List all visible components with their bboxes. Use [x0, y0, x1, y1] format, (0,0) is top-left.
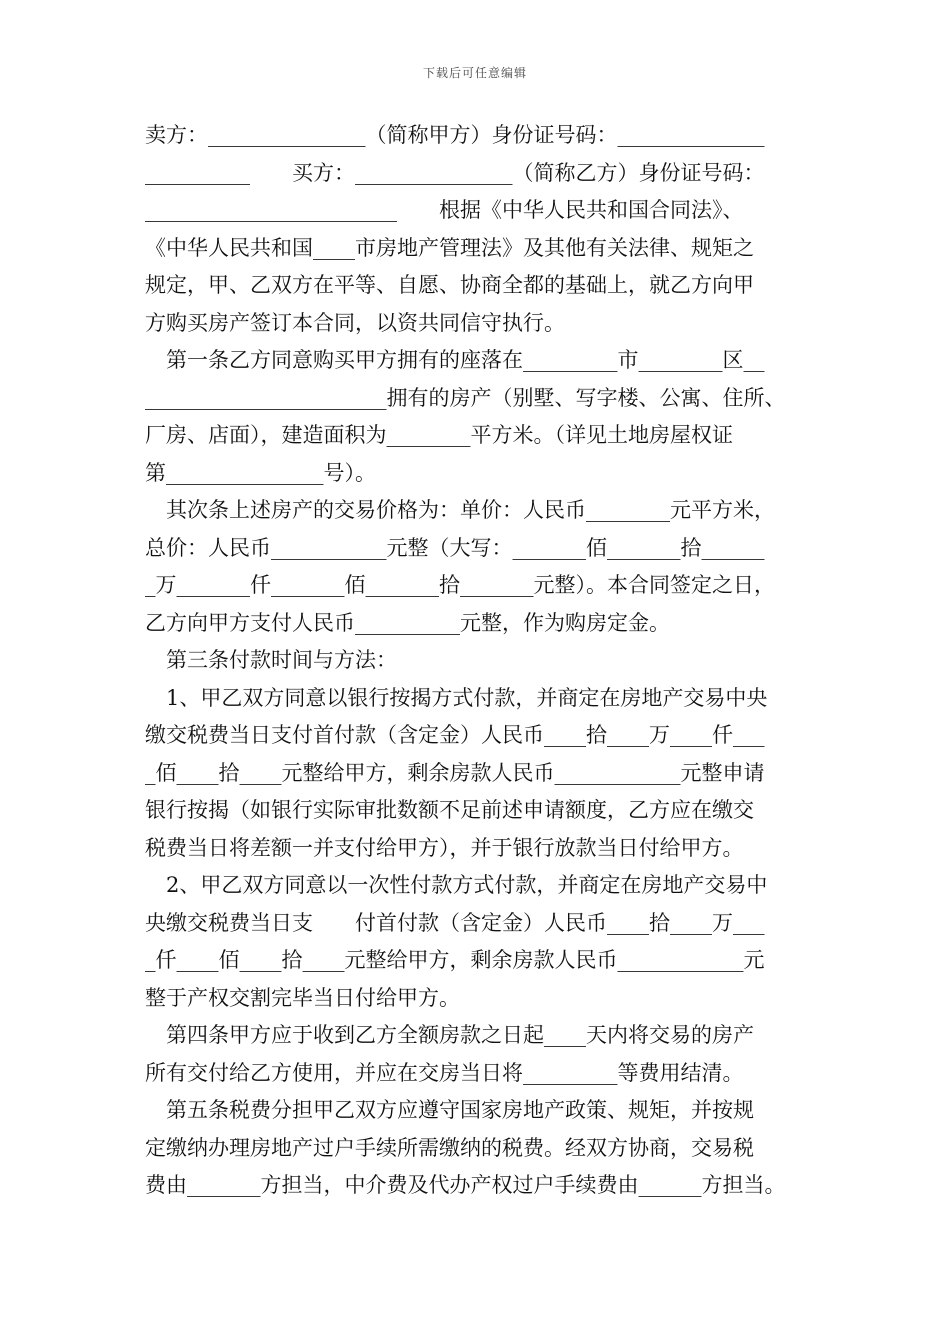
text-line: 税费当日将差额一并支付给甲方），并于银行放款当日付给甲方。: [145, 835, 744, 860]
text-line: ________________________ 根据《中华人民共和国合同法》、: [145, 198, 744, 222]
text-line: 方购买房产签订本合同，以资共同信守执行。: [145, 310, 565, 335]
text-line: 缴交税费当日支付首付款（含定金）人民币____拾____万____仟___: [145, 723, 765, 747]
text-line: 第_______________号）。: [145, 460, 376, 485]
text-line: 第四条甲方应于收到乙方全额房款之日起____天内将交易的房产: [145, 1023, 754, 1047]
text-line: 第一条乙方同意购买甲方拥有的座落在_________市________区__: [145, 348, 765, 372]
text-line: _______________________拥有的房产（别墅、写字楼、公寓、住所、: [145, 385, 786, 410]
text-line: 整于产权交割完毕当日付给甲方。: [145, 985, 460, 1010]
text-line: _万_______仟_______佰_______拾_______元整）。本合同签定之日，: [145, 573, 775, 597]
text-line: 定缴纳办理房地产过户手续所需缴纳的税费。经双方协商，交易税: [145, 1135, 754, 1160]
text-line: _仟____佰____拾____元整给甲方，剩余房款人民币____________元: [145, 948, 765, 972]
text-line: 所有交付给乙方使用，并应在交房当日将_________等费用结清。: [145, 1060, 744, 1085]
text-line: 费由_______方担当，中介费及代办产权过户手续费由______方担当。: [145, 1173, 786, 1197]
contract-body: [145, 117, 825, 1205]
text-line: 第三条付款时间与方法：: [145, 648, 397, 672]
page-header-note: 下载后可任意编辑: [422, 66, 527, 80]
text-line: 其次条上述房产的交易价格为：单价：人民币________元平方米，: [145, 498, 775, 522]
text-line: 1、甲乙双方同意以银行按揭方式付款，并商定在房地产交易中央: [145, 685, 768, 710]
text-line: 银行按揭（如银行实际审批数额不足前述申请额度，乙方应在缴交: [145, 798, 754, 822]
text-line: 乙方向甲方支付人民币__________元整，作为购房定金。: [145, 610, 670, 635]
text-line: 2、甲乙双方同意以一次性付款方式付款，并商定在房地产交易中: [145, 873, 768, 897]
text-line: 央缴交税费当日支 付首付款（含定金）人民币____拾____万___: [145, 910, 765, 935]
text-line: 《中华人民共和国____市房地产管理法》及其他有关法律、规矩之: [145, 235, 754, 260]
text-line: 规定，甲、乙双方在平等、自愿、协商全都的基础上，就乙方向甲: [145, 273, 754, 297]
text-line: 卖方：_______________（简称甲方）身份证号码：______________: [145, 123, 765, 147]
text-line: 厂房、店面），建造面积为________平方米。（详见土地房屋权证: [145, 423, 733, 447]
text-line: _佰____拾____元整给甲方，剩余房款人民币____________元整申请: [145, 760, 765, 785]
text-line: 第五条税费分担甲乙双方应遵守国家房地产政策、规矩，并按规: [145, 1098, 754, 1122]
text-line: 总价：人民币___________元整（大写：_______佰_______拾______: [145, 535, 765, 560]
text-line: __________ 买方：_______________（简称乙方）身份证号码：: [145, 160, 765, 185]
